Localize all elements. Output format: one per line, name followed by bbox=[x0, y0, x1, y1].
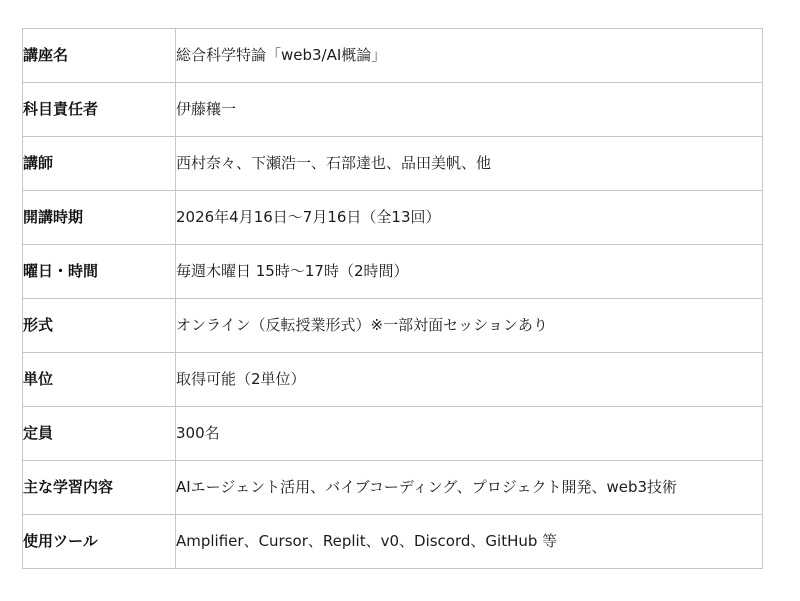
table-row bbox=[23, 353, 763, 407]
row-value: 総合科学特論「web3/AI概論」 bbox=[176, 29, 763, 83]
row-value: オンライン（反転授業形式）※一部対面セッションあり bbox=[176, 299, 763, 353]
row-label: 講座名 bbox=[23, 29, 176, 83]
course-info-table-body bbox=[23, 29, 763, 569]
row-label: 開講時期 bbox=[23, 191, 176, 245]
table-row bbox=[23, 191, 763, 245]
row-label: 定員 bbox=[23, 407, 176, 461]
row-value: 取得可能（2単位） bbox=[176, 353, 763, 407]
table-row bbox=[23, 407, 763, 461]
row-label: 科目責任者 bbox=[23, 83, 176, 137]
row-value: 西村奈々、下瀬浩一、石部達也、品田美帆、他 bbox=[176, 137, 763, 191]
table-row bbox=[23, 245, 763, 299]
row-value: AIエージェント活用、バイブコーディング、プロジェクト開発、web3技術 bbox=[176, 461, 763, 515]
row-label: 単位 bbox=[23, 353, 176, 407]
row-value: 毎週木曜日 15時〜17時（2時間） bbox=[176, 245, 763, 299]
table-row bbox=[23, 461, 763, 515]
row-label: 形式 bbox=[23, 299, 176, 353]
row-value: 伊藤穰一 bbox=[176, 83, 763, 137]
row-value: 300名 bbox=[176, 407, 763, 461]
row-value: Amplifier、Cursor、Replit、v0、Discord、GitHub 等 bbox=[176, 515, 763, 569]
row-label: 講師 bbox=[23, 137, 176, 191]
table-row bbox=[23, 299, 763, 353]
table-row bbox=[23, 137, 763, 191]
table-row bbox=[23, 29, 763, 83]
course-info-table-grid bbox=[22, 28, 763, 569]
row-value: 2026年4月16日〜7月16日（全13回） bbox=[176, 191, 763, 245]
row-label: 主な学習内容 bbox=[23, 461, 176, 515]
course-info-table bbox=[22, 28, 763, 569]
table-row bbox=[23, 515, 763, 569]
row-label: 使用ツール bbox=[23, 515, 176, 569]
row-label: 曜日・時間 bbox=[23, 245, 176, 299]
table-row bbox=[23, 83, 763, 137]
